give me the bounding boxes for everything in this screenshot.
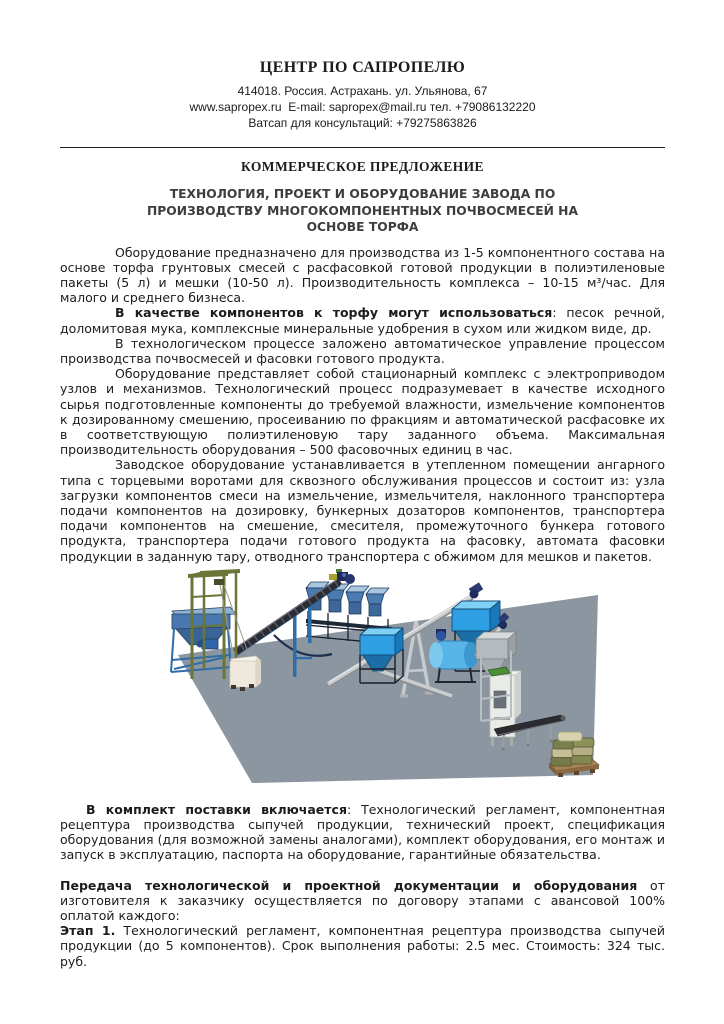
para-text: Заводское оборудование устанавливается в утепленном помещении ангарного типа с торцевыми воротами для сквозного обслуживания процессов и состоит из: узла загрузки компонентов смеси на измельчение, измельчителя, наклонного транспортера подачи компонентов на дозировку, бункерных дозаторов компонентов, транспортера подачи компонентов на смешение, смесителя, промежуточного бункера готового продукта, транспортера подачи готового продукта на фасовку, автомата фасовки продукции в заданную тару, отводного транспортера с обжимом для мешков и пакетов. bbox=[60, 457, 665, 564]
company-name: ЦЕНТР ПО САПРОПЕЛЮ bbox=[259, 59, 466, 76]
para-text: Технологический регламент, компонентная рецептура производства сыпучей продукции (до 5 компонентов). Срок выполнения работы: 2.5 мес. Стоимость: 324 тыс. руб. bbox=[60, 923, 665, 969]
divider-line bbox=[60, 147, 665, 148]
para-lead: В комплект поставки включается bbox=[86, 801, 347, 817]
para-lead: Этап 1. bbox=[60, 923, 116, 939]
para-handover-terms bbox=[60, 878, 665, 924]
para-text: В технологическом процессе заложено автоматическое управление процессом производства почвосмесей и фасовки готового продукта. bbox=[60, 335, 665, 366]
para-equipment-purpose bbox=[60, 245, 665, 306]
plant-3d-render bbox=[100, 567, 665, 797]
para-components bbox=[60, 305, 665, 335]
company-whatsapp: Ватсап для консультаций: +79275863826 bbox=[248, 116, 477, 130]
company-contacts: www.sapropex.ru E-mail: sapropex@mail.ru тел. +79086132220 bbox=[189, 100, 536, 114]
machine-panel bbox=[494, 691, 506, 708]
hoist-trolley bbox=[214, 579, 224, 585]
para-lead: В качестве компонентов к торфу могут использоваться bbox=[115, 305, 553, 321]
letterhead bbox=[60, 58, 665, 131]
document-subtitle: ТЕХНОЛОГИЯ, ПРОЕКТ И ОБОРУДОВАНИЕ ЗАВОДА ПО ПРОИЗВОДСТВУ МНОГОКОМПОНЕНТНЫХ ПОЧВОСМЕСЕЙ НА ОСНОВЕ ТОРФА bbox=[146, 187, 578, 234]
para-text: Оборудование предназначено для производства из 1-5 компонентного состава на основе торфа грунтовых смесей с расфасовкой готовой продукции в полиэтиленовые пакеты (5 л) и мешки (10-50 л). Производительность комплекса – 10-15 м³/час. Для малого и среднего бизнеса. bbox=[60, 244, 665, 306]
company-address: 414018. Россия. Астрахань. ул. Ульянова, 67 bbox=[237, 84, 488, 98]
para-stage-1 bbox=[60, 923, 665, 969]
document-title: КОММЕРЧЕСКОЕ ПРЕДЛОЖЕНИЕ bbox=[241, 159, 484, 174]
para-text: от изготовителя к заказчику осуществляется по договору этапами с авансовой 100% оплатой каждого: bbox=[60, 877, 665, 923]
para-delivery-set bbox=[60, 802, 665, 863]
para-process-automation bbox=[60, 336, 665, 366]
para-lead: Передача технологической и проектной документации и оборудования bbox=[60, 877, 638, 893]
para-text: : песок речной, доломитовая мука, комплексные минеральные удобрения в сухом или жидком виде, др. bbox=[60, 305, 665, 336]
para-text: Оборудование представляет собой стационарный комплекс с электроприводом узлов и механизмов. Технологический процесс подразумевает в качестве исходного сырья подготовленные компоненты до требуемой влажности, измельчение компонентов к дозированному смешению, просеиванию по фракциям и автоматической расфасовке их в соответствующую полиэтиленовую тару заданного объема. Максимальная производительность оборудования – 500 фасовочных единиц в час. bbox=[60, 366, 665, 458]
para-plant-layout bbox=[60, 457, 665, 563]
para-complex-description bbox=[60, 366, 665, 457]
para-text: : Технологический регламент, компонентная рецептура производства сыпучей продукции, технический проект, спецификация оборудования (для возможной замены аналогами), комплект оборудования, его монтаж и запуск в эксплуатацию, паспорта на оборудование, гарантийные обязательства. bbox=[60, 801, 665, 863]
